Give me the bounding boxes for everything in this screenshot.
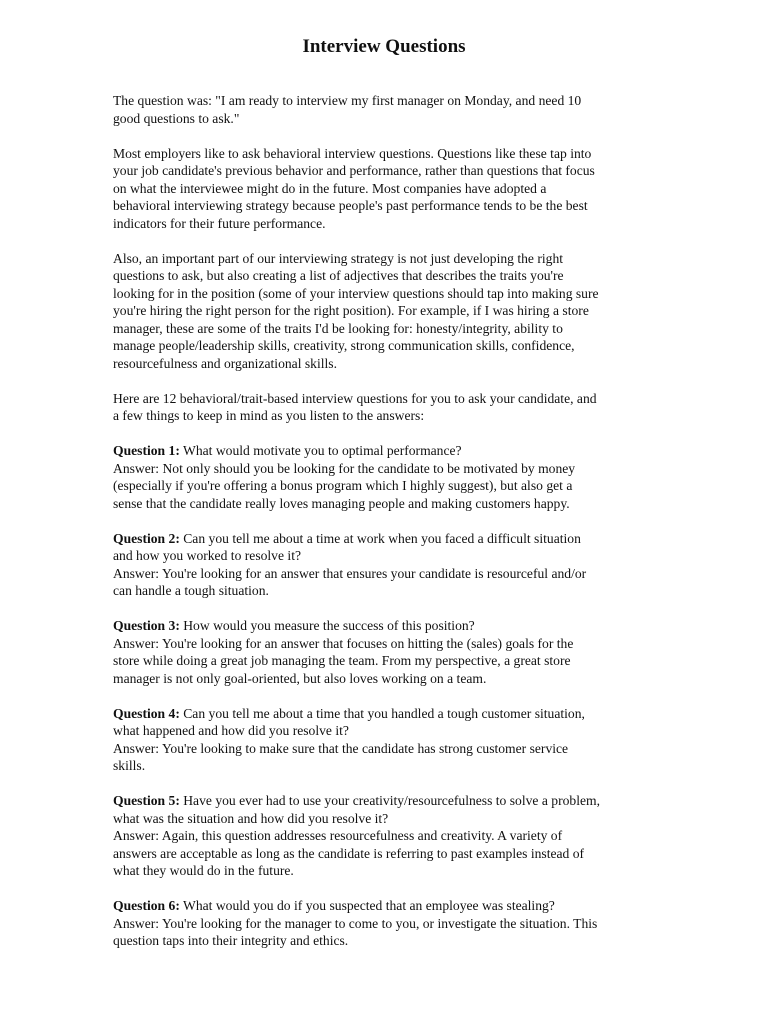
question-block-3	[113, 617, 673, 687]
answer-line: question taps into their integrity and ethics.	[113, 933, 349, 948]
question-block-6	[113, 897, 673, 950]
question-line	[113, 530, 673, 548]
paragraph-line: questions to ask, but also creating a list of adjectives that describes the traits you're	[113, 268, 564, 283]
question-text: What would motivate you to optimal performance?	[179, 443, 462, 458]
paragraph-list-intro	[113, 390, 673, 425]
intro-paragraph	[113, 92, 673, 127]
question-line	[113, 617, 673, 635]
answer-line: Answer: You're looking to make sure that the candidate has strong customer service	[113, 740, 569, 756]
question-text: Can you tell me about a time at work when you faced a difficult situation	[179, 530, 581, 546]
paragraph-line: on what the interviewee might do in the future. Most companies have adopted a	[113, 180, 547, 196]
question-text: What would you do if you suspected that an employee was stealing?	[179, 898, 555, 913]
question-block-1	[113, 442, 673, 512]
question-text: Can you tell me about a time that you handled a tough customer situation,	[179, 705, 585, 721]
answer-line: (especially if you're offering a bonus program which I highly suggest), but also get a	[113, 478, 573, 493]
intro-line: The question was: "I am ready to interview my first manager on Monday, and need 10	[113, 93, 582, 108]
answer-line: store while doing a great job managing the team. From my perspective, a great store	[113, 653, 571, 668]
answer-line: Answer: Not only should you be looking for the candidate to be motivated by money	[113, 460, 576, 476]
paragraph-line: manage people/leadership skills, creativity, strong communication skills, confidence,	[113, 338, 575, 353]
paragraph-line: you're hiring the right person for the right position). For example, if I was hiring a store	[113, 303, 589, 318]
question-line	[113, 705, 673, 723]
question-line	[113, 442, 673, 460]
question-text: How would you measure the success of this position?	[179, 618, 475, 633]
paragraph-behavioral	[113, 145, 673, 233]
paragraph-line: behavioral interviewing strategy because people's past performance tends to be the best	[113, 198, 588, 213]
question-label: Question 6:	[113, 898, 180, 913]
answer-line: manager is not only goal-oriented, but also loves working on a team.	[113, 670, 487, 686]
paragraph-line: Also, an important part of our interviewing strategy is not just developing the right	[113, 250, 564, 266]
question-label: Question 5:	[113, 793, 180, 808]
answer-line: Answer: You're looking for the manager to come to you, or investigate the situation. This	[113, 915, 598, 931]
question-label: Question 1:	[113, 443, 180, 458]
answer-line: what they would do in the future.	[113, 863, 294, 878]
question-label: Question 3:	[113, 618, 180, 633]
question-block-4	[113, 705, 673, 775]
question-line: what happened and how did you resolve it?	[113, 723, 349, 738]
question-line: and how you worked to resolve it?	[113, 548, 302, 563]
answer-line: Answer: You're looking for an answer that focuses on hitting the (sales) goals for the	[113, 635, 574, 651]
answer-line: skills.	[113, 758, 146, 773]
paragraph-line: looking for in the position (some of your interview questions should tap into making sure	[113, 285, 599, 301]
paragraph-line: resourcefulness and organizational skills.	[113, 355, 337, 371]
intro-line: good questions to ask."	[113, 110, 240, 126]
question-line	[113, 897, 673, 915]
question-line	[113, 792, 673, 810]
answer-line: can handle a tough situation.	[113, 583, 269, 598]
paragraph-line: manager, these are some of the traits I'd be looking for: honesty/integrity, ability to	[113, 320, 563, 336]
paragraph-line: Most employers like to ask behavioral interview questions. Questions like these tap into	[113, 145, 592, 161]
question-text: Have you ever had to use your creativity/resourcefulness to solve a problem,	[179, 793, 600, 808]
question-label: Question 4:	[113, 705, 180, 721]
answer-line: Answer: Again, this question addresses resourcefulness and creativity. A variety of	[113, 828, 563, 843]
document-title: Interview Questions	[302, 36, 466, 57]
question-line: what was the situation and how did you resolve it?	[113, 810, 389, 826]
paragraph-line: Here are 12 behavioral/trait-based interview questions for you to ask your candidate, and	[113, 390, 597, 406]
question-label: Question 2:	[113, 530, 180, 546]
answer-line: answers are acceptable as long as the candidate is referring to past examples instead of	[113, 845, 585, 861]
document-body	[113, 92, 673, 967]
paragraph-line: a few things to keep in mind as you listen to the answers:	[113, 408, 425, 423]
answer-line: Answer: You're looking for an answer that ensures your candidate is resourceful and/or	[113, 565, 587, 581]
paragraph-strategy	[113, 250, 673, 373]
answer-line: sense that the candidate really loves managing people and making customers happy.	[113, 495, 570, 511]
question-block-5	[113, 792, 673, 880]
question-block-2	[113, 530, 673, 600]
paragraph-line: indicators for their future performance.	[113, 215, 326, 231]
paragraph-line: your job candidate's previous behavior and performance, rather than questions that focus	[113, 163, 595, 178]
